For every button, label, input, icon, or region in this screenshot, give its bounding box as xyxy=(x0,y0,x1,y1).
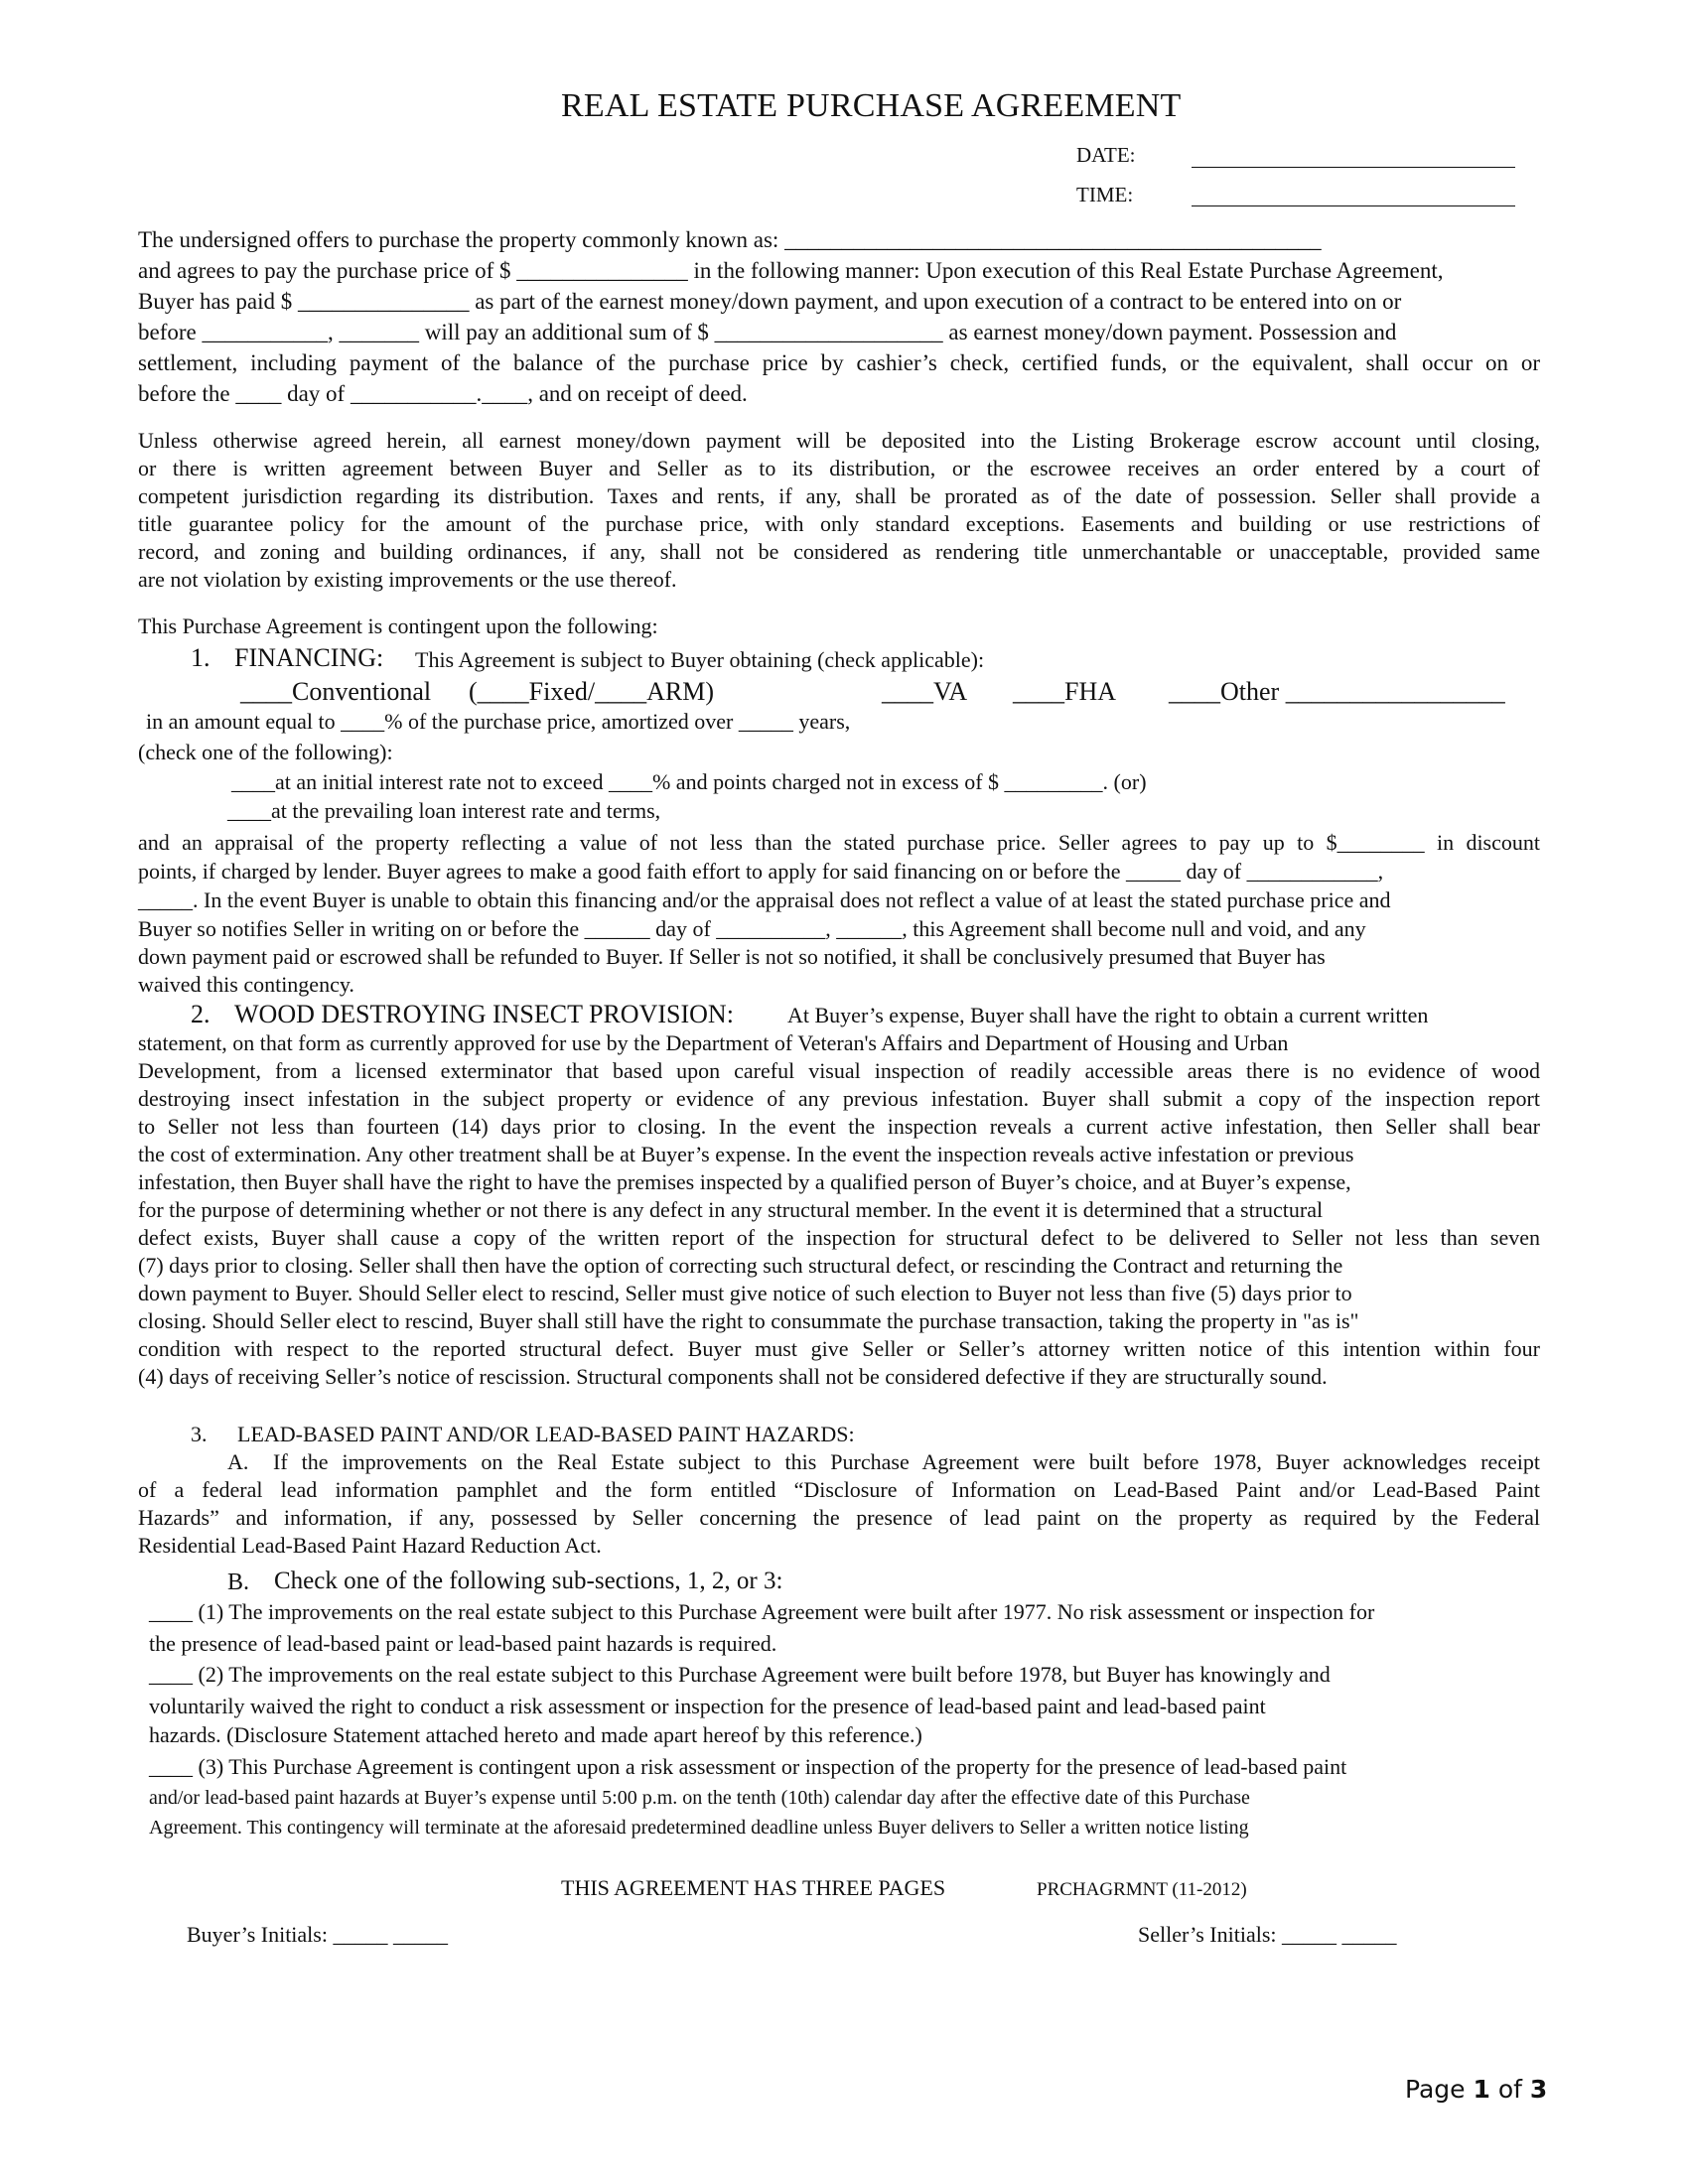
rate-option-prevailing[interactable]: ____at the prevailing loan interest rate and terms, xyxy=(227,798,661,823)
lead-a-line: of a federal lead information pamphlet and the form entitled “Disclosure of Information on Lead-Based Paint and/or Lead-Based Paint xyxy=(138,1477,1540,1502)
wood-line: closing. Should Seller elect to rescind, Buyer shall still have the right to consummate the purchase transaction, taking the property in "as is" xyxy=(138,1308,1359,1333)
option-conventional[interactable]: ____Conventional xyxy=(240,677,432,706)
check-one-label: (check one of the following): xyxy=(138,740,393,764)
time-field[interactable] xyxy=(1192,205,1515,206)
intro-line: and agrees to pay the purchase price of $ _______________ in the following manner: Upon execution of this Real Estate Purchase Agreement, xyxy=(138,258,1444,283)
lead-option-2-cont: voluntarily waived the right to conduct a risk assessment or inspection for the presence of lead-based paint and lead-based paint xyxy=(149,1694,1266,1718)
escrow-line: title guarantee policy for the amount of the purchase price, with only standard exceptions. Easements and building or use restrictions of xyxy=(138,511,1540,536)
wood-line: defect exists, Buyer shall cause a copy of the written report of the inspection for structural defect to be delivered to Seller not less than seven xyxy=(138,1225,1540,1250)
financing-line: _____. In the event Buyer is unable to obtain this financing and/or the appraisal does not reflect a value of at least the stated purchase price and xyxy=(138,887,1391,912)
option-fixed-arm[interactable]: (____Fixed/____ARM) xyxy=(469,677,714,706)
lead-option-3[interactable]: ____ (3) This Purchase Agreement is contingent upon a risk assessment or inspection of the property for the presence of lead-based paint xyxy=(149,1754,1347,1779)
financing-lead: This Agreement is subject to Buyer obtaining (check applicable): xyxy=(415,647,985,672)
wood-line: condition with respect to the reported structural defect. Buyer must give Seller or Seller’s attorney written notice of this intention within four xyxy=(138,1336,1540,1361)
wood-first-line: At Buyer’s expense, Buyer shall have the right to obtain a current written xyxy=(787,1003,1429,1027)
lead-a-label: A. xyxy=(227,1449,249,1474)
escrow-line: Unless otherwise agreed herein, all earnest money/down payment will be deposited into the Listing Brokerage escrow account until closing, xyxy=(138,428,1540,453)
lead-option-3-cont: and/or lead-based paint hazards at Buyer’s expense until 5:00 p.m. on the tenth (10th) calendar day after the effective date of this Purchase xyxy=(149,1787,1250,1809)
page-indicator xyxy=(1405,2075,1547,2104)
intro-line: Buyer has paid $ _______________ as part of the earnest money/down payment, and upon execution of a contract to be entered into on or xyxy=(138,289,1402,314)
pages-notice: THIS AGREEMENT HAS THREE PAGES xyxy=(561,1875,946,1900)
time-label: TIME: xyxy=(1076,183,1134,206)
wood-line: destroying insect infestation in the subject property or evidence of any previous infestation. Buyer shall submit a copy of the inspection report xyxy=(138,1086,1540,1111)
escrow-line: or there is written agreement between Buyer and Seller as to its distribution, or the escrowee receives an order entered by a court of xyxy=(138,456,1540,480)
lead-number: 3. xyxy=(191,1422,208,1446)
escrow-line: competent jurisdiction regarding its distribution. Taxes and rents, if any, shall be prorated as of the date of possession. Seller shall provide a xyxy=(138,483,1540,508)
lead-option-2-cont: hazards. (Disclosure Statement attached hereto and made apart hereof by this reference.) xyxy=(149,1722,922,1747)
option-fha[interactable]: ____FHA xyxy=(1013,677,1117,706)
lead-option-1-cont: the presence of lead-based paint or lead-based paint hazards is required. xyxy=(149,1631,777,1656)
document-title: REAL ESTATE PURCHASE AGREEMENT xyxy=(561,87,1182,124)
lead-option-2[interactable]: ____ (2) The improvements on the real estate subject to this Purchase Agreement were built before 1978, but Buyer has knowingly and xyxy=(149,1662,1331,1687)
lead-b-text: Check one of the following sub-sections, 1, 2, or 3: xyxy=(274,1568,783,1594)
option-other[interactable]: ____Other _________________ xyxy=(1169,677,1505,706)
contingent-intro: This Purchase Agreement is contingent upon the following: xyxy=(138,614,658,638)
escrow-line: are not violation by existing improvements or the use thereof. xyxy=(138,567,677,592)
wood-line: to Seller not less than fourteen (14) days prior to closing. In the event the inspection reveals a current active infestation, then Seller shall bear xyxy=(138,1114,1540,1139)
lead-option-3-cont: Agreement. This contingency will terminate at the aforesaid predetermined deadline unless Buyer delivers to Seller a written notice listing xyxy=(149,1817,1249,1839)
financing-line: points, if charged by lender. Buyer agrees to make a good faith effort to apply for said financing on or before the _____ day of ____________, xyxy=(138,859,1384,884)
lead-a-first: If the improvements on the Real Estate subject to this Purchase Agreement were built before 1978, Buyer acknowledges receipt xyxy=(273,1449,1540,1474)
intro-line: before ___________, _______ will pay an additional sum of $ ____________________ as earnest money/down payment. Possession and xyxy=(138,320,1397,344)
wood-line: down payment to Buyer. Should Seller elect to rescind, Seller must give notice of such election to Buyer not less than five (5) days prior to xyxy=(138,1281,1352,1305)
intro-line: settlement, including payment of the balance of the purchase price by cashier’s check, certified funds, or the equivalent, shall occur on or xyxy=(138,350,1540,375)
amount-line: in an amount equal to ____% of the purchase price, amortized over _____ years, xyxy=(146,709,851,734)
intro-line: before the ____ day of ___________.____, and on receipt of deed. xyxy=(138,381,748,406)
wood-line: infestation, then Buyer shall have the right to have the premises inspected by a qualified person of Buyer’s choice, and at Buyer’s expense, xyxy=(138,1169,1351,1194)
wood-line: for the purpose of determining whether or not there is any defect in any structural member. In the event it is determined that a structural xyxy=(138,1197,1324,1222)
financing-line: down payment paid or escrowed shall be refunded to Buyer. If Seller is not so notified, it shall be conclusively presumed that Buyer has xyxy=(138,944,1326,969)
financing-number: 1. xyxy=(191,643,211,672)
wood-line: (4) days of receiving Seller’s notice of rescission. Structural components shall not be considered defective if they are structurally sound. xyxy=(138,1364,1328,1389)
page-current: 1 xyxy=(1473,2075,1490,2104)
wood-line: Development, from a licensed exterminator that based upon careful visual inspection of readily accessible areas there is no evidence of wood xyxy=(138,1058,1540,1083)
financing-line: Buyer so notifies Seller in writing on or before the ______ day of __________, ______, this Agreement shall become null and void, and any xyxy=(138,916,1366,941)
lead-b-label: B. xyxy=(227,1570,250,1595)
financing-line: waived this contingency. xyxy=(138,972,354,997)
seller-initials[interactable]: Seller’s Initials: _____ _____ xyxy=(1138,1922,1397,1947)
intro-line: The undersigned offers to purchase the property commonly known as: _______________________________________________ xyxy=(138,227,1322,252)
lead-a-line: Residential Lead-Based Paint Hazard Reduction Act. xyxy=(138,1533,602,1558)
rate-option-initial[interactable]: ____at an initial interest rate not to exceed ____% and points charged not in excess of $ _________. (or) xyxy=(231,769,1147,794)
wood-number: 2. xyxy=(191,1000,211,1028)
page-mid: of xyxy=(1489,2075,1530,2104)
wood-line: statement, on that form as currently approved for use by the Department of Veteran's Affairs and Department of Housing and Urban xyxy=(138,1030,1289,1055)
lead-option-1[interactable]: ____ (1) The improvements on the real estate subject to this Purchase Agreement were built after 1977. No risk assessment or inspection for xyxy=(149,1599,1375,1624)
option-va[interactable]: ____VA xyxy=(882,677,968,706)
escrow-line: record, and zoning and building ordinances, if any, shall not be considered as rendering title unmerchantable or unacceptable, provided same xyxy=(138,539,1540,564)
lead-heading: LEAD-BASED PAINT AND/OR LEAD-BASED PAINT HAZARDS: xyxy=(237,1422,855,1446)
buyer-initials[interactable]: Buyer’s Initials: _____ _____ xyxy=(187,1922,448,1947)
date-label: DATE: xyxy=(1076,143,1136,167)
wood-line: the cost of extermination. Any other treatment shall be at Buyer’s expense. In the event the inspection reveals active infestation or previous xyxy=(138,1142,1354,1166)
financing-line: and an appraisal of the property reflecting a value of not less than the stated purchase price. Seller agrees to pay up to $________ in discount xyxy=(138,830,1540,855)
wood-heading: WOOD DESTROYING INSECT PROVISION: xyxy=(234,1000,734,1028)
page-total: 3 xyxy=(1529,2075,1548,2104)
form-code: PRCHAGRMNT (11-2012) xyxy=(1037,1879,1247,1900)
financing-heading: FINANCING: xyxy=(234,643,384,672)
date-field[interactable] xyxy=(1192,167,1515,168)
wood-line: (7) days prior to closing. Seller shall then have the option of correcting such structural defect, or rescinding the Contract and returning the xyxy=(138,1253,1343,1278)
lead-a-line: Hazards” and information, if any, possessed by Seller concerning the presence of lead paint on the property as required by the Federal xyxy=(138,1505,1540,1530)
page-prefix: Page xyxy=(1405,2075,1474,2104)
